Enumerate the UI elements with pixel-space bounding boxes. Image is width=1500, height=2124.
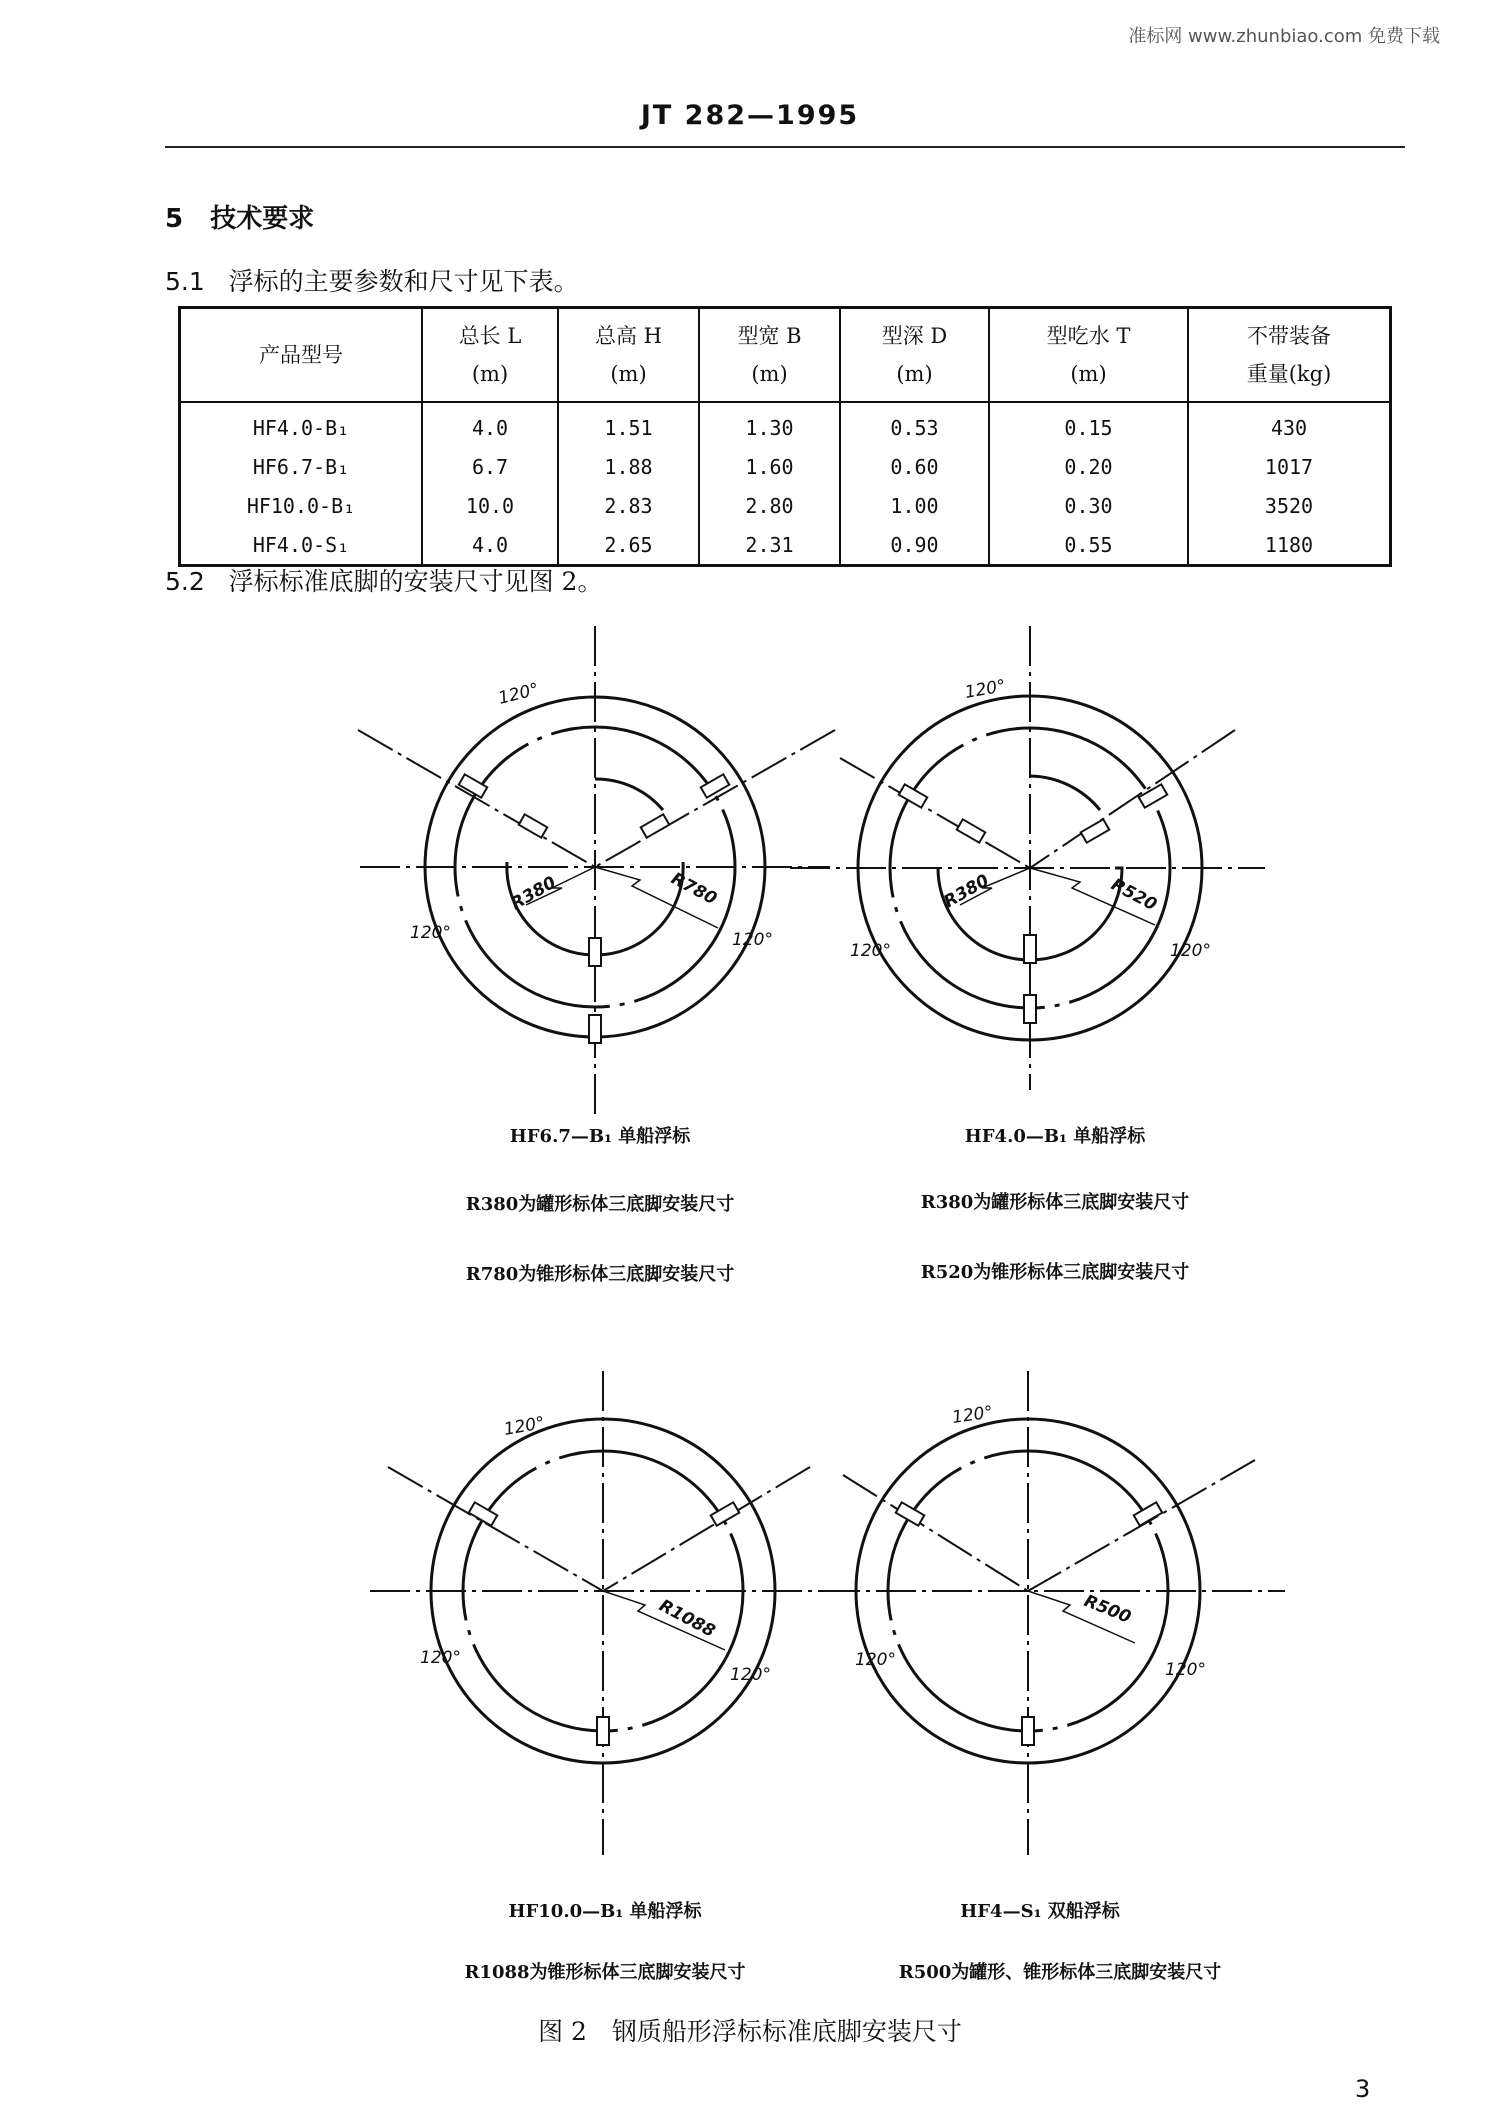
foot-inner-bottom: [589, 938, 601, 966]
angle-label-top: 120°: [950, 1402, 995, 1428]
angle-label-left: 120°: [410, 923, 451, 943]
table-cell: 0.15: [989, 402, 1188, 447]
angle-label-right: 120°: [732, 930, 773, 950]
table-cell: HF6.7-B₁: [180, 447, 423, 486]
inner-arc-right: [595, 862, 683, 955]
figure-2-note-2: R520为锥形标体三底脚安装尺寸: [920, 1262, 1190, 1283]
foot-outer-bottom: [1022, 1717, 1034, 1745]
table-cell: 10.0: [422, 486, 558, 525]
table-cell: 430: [1188, 402, 1391, 447]
radius-inner-label: R380: [940, 870, 993, 913]
table-cell: 0.60: [840, 447, 989, 486]
header-unit: (m): [471, 362, 509, 386]
table-cell: 1.30: [699, 402, 840, 447]
foot-inner-right: [641, 814, 670, 837]
table-cell: 1.51: [558, 402, 699, 447]
leg-line-right: [1030, 730, 1235, 868]
table-cell: 1.60: [699, 447, 840, 486]
parameter-table: [178, 306, 1392, 567]
figure-4-caption: HF4—S₁ 双船浮标: [960, 1901, 1120, 1922]
col-draft: [989, 308, 1188, 403]
col-length: [422, 308, 558, 403]
header-text: 产品型号: [259, 343, 343, 367]
figure-2-caption: HF4.0—B₁ 单船浮标: [964, 1126, 1146, 1147]
header-unit: 重量(kg): [1246, 362, 1332, 386]
table-cell: 4.0: [422, 525, 558, 566]
col-model: [180, 308, 423, 403]
foot-outer-left: [459, 774, 488, 797]
header-text: 型深 D: [881, 324, 948, 348]
leg-line-left: [388, 1467, 603, 1591]
figure-2-note-1: R380为罐形标体三底脚安装尺寸: [920, 1192, 1190, 1213]
section-5-1: [165, 262, 579, 298]
table-cell: 1.88: [558, 447, 699, 486]
table-cell: 0.30: [989, 486, 1188, 525]
angle-label-top: 120°: [963, 676, 1008, 703]
watermark: 准标网 www.zhunbiao.com 免费下载: [1128, 26, 1440, 47]
table-cell: 2.83: [558, 486, 699, 525]
radius-outer-label: R1088: [655, 1595, 719, 1642]
table-cell: HF4.0-B₁: [180, 402, 423, 447]
angle-label-left: 120°: [850, 941, 891, 961]
page-number: 3: [1355, 2075, 1371, 2103]
section-5-2-text: 浮标标准底脚的安装尺寸见图 2。: [228, 567, 603, 596]
inner-arc-top: [1030, 776, 1100, 810]
table-cell: 6.7: [422, 447, 558, 486]
section-5-title: 技术要求: [210, 204, 315, 234]
diagram-hf40-b1: [770, 620, 1290, 1100]
foot-outer-bottom: [589, 1015, 601, 1043]
foot-outer-right: [701, 774, 730, 797]
header-text: 总高 H: [595, 324, 662, 348]
header-text: 总长 L: [458, 324, 522, 348]
foot-inner-bottom: [1024, 935, 1036, 963]
section-5-2-number: 5.2: [165, 567, 205, 596]
figure-4-note-1: R500为罐形、锥形标体三底脚安装尺寸: [898, 1962, 1222, 1983]
radius-outer-label: R780: [667, 868, 720, 910]
table-cell: 3520: [1188, 486, 1391, 525]
angle-label-left: 120°: [420, 1648, 461, 1668]
section-5-1-number: 5.1: [165, 267, 205, 296]
leg-line-left: [358, 730, 595, 867]
table-row: [180, 525, 1391, 566]
section-5-2: [165, 562, 602, 598]
foot-inner-left: [519, 814, 548, 837]
table-cell: 0.55: [989, 525, 1188, 566]
table-cell: HF10.0-B₁: [180, 486, 423, 525]
figure-1-note-1: R380为罐形标体三底脚安装尺寸: [465, 1194, 735, 1215]
radius-inner-label: R380: [507, 872, 560, 915]
angle-label-right: 120°: [1165, 1660, 1206, 1680]
header-rule: [165, 146, 1405, 148]
table-cell: 0.90: [840, 525, 989, 566]
col-weight: [1188, 308, 1391, 403]
foot-outer-left: [899, 784, 928, 807]
radius-outer-label: R520: [1107, 874, 1160, 916]
header-text: 型宽 B: [737, 324, 802, 348]
table-row: [180, 447, 1391, 486]
col-breadth: [699, 308, 840, 403]
foot-outer-bottom: [1024, 995, 1036, 1023]
header-text: 不带装备: [1247, 324, 1331, 348]
table-cell: 2.80: [699, 486, 840, 525]
section-5-heading: [165, 198, 314, 235]
table-cell: HF4.0-S₁: [180, 525, 423, 566]
table-cell: 1180: [1188, 525, 1391, 566]
angle-label-top: 120°: [496, 679, 541, 709]
header-unit: (m): [1070, 362, 1107, 386]
header-unit: (m): [896, 362, 933, 386]
angle-label-right: 120°: [1170, 941, 1211, 961]
angle-label-right: 120°: [730, 1665, 771, 1685]
col-height: [558, 308, 699, 403]
table-cell: 2.65: [558, 525, 699, 566]
inner-arc-top: [595, 779, 663, 810]
foot-inner-left: [957, 819, 986, 842]
table-header-row: [180, 308, 1391, 403]
angle-label-top: 120°: [502, 1413, 547, 1440]
table-row: [180, 402, 1391, 447]
foot-outer-left: [896, 1502, 925, 1525]
foot-inner-right: [1081, 819, 1110, 842]
table-cell: 4.0: [422, 402, 558, 447]
col-depth: [840, 308, 989, 403]
radius-outer-label: R500: [1081, 1591, 1134, 1628]
figure-1-note-2: R780为锥形标体三底脚安装尺寸: [465, 1264, 735, 1285]
table-cell: 2.31: [699, 525, 840, 566]
table-cell: 1.00: [840, 486, 989, 525]
table-cell: 0.20: [989, 447, 1188, 486]
angle-label-left: 120°: [855, 1650, 896, 1670]
section-5-1-text: 浮标的主要参数和尺寸见下表。: [228, 267, 579, 296]
figure-3-note-1: R1088为锥形标体三底脚安装尺寸: [464, 1962, 746, 1983]
leg-line-left: [843, 1475, 1028, 1591]
header-unit: (m): [751, 362, 788, 386]
figure-2-title: 图 2 钢质船形浮标标准底脚安装尺寸: [538, 2017, 962, 2046]
diagram-hf100-b1: [360, 1365, 870, 1865]
diagram-hf4-s1: [815, 1365, 1295, 1865]
standard-code: JT 282—1995: [640, 100, 860, 131]
leg-line-right: [603, 1467, 810, 1591]
table-cell: 0.53: [840, 402, 989, 447]
table-row: [180, 486, 1391, 525]
section-5-number: 5: [165, 204, 184, 234]
foot-outer-bottom: [597, 1717, 609, 1745]
header-text: 型吃水 T: [1046, 324, 1131, 348]
figure-3-caption: HF10.0—B₁ 单船浮标: [508, 1901, 702, 1922]
figure-1-caption: HF6.7—B₁ 单船浮标: [509, 1126, 691, 1147]
table-cell: 1017: [1188, 447, 1391, 486]
header-unit: (m): [610, 362, 647, 386]
